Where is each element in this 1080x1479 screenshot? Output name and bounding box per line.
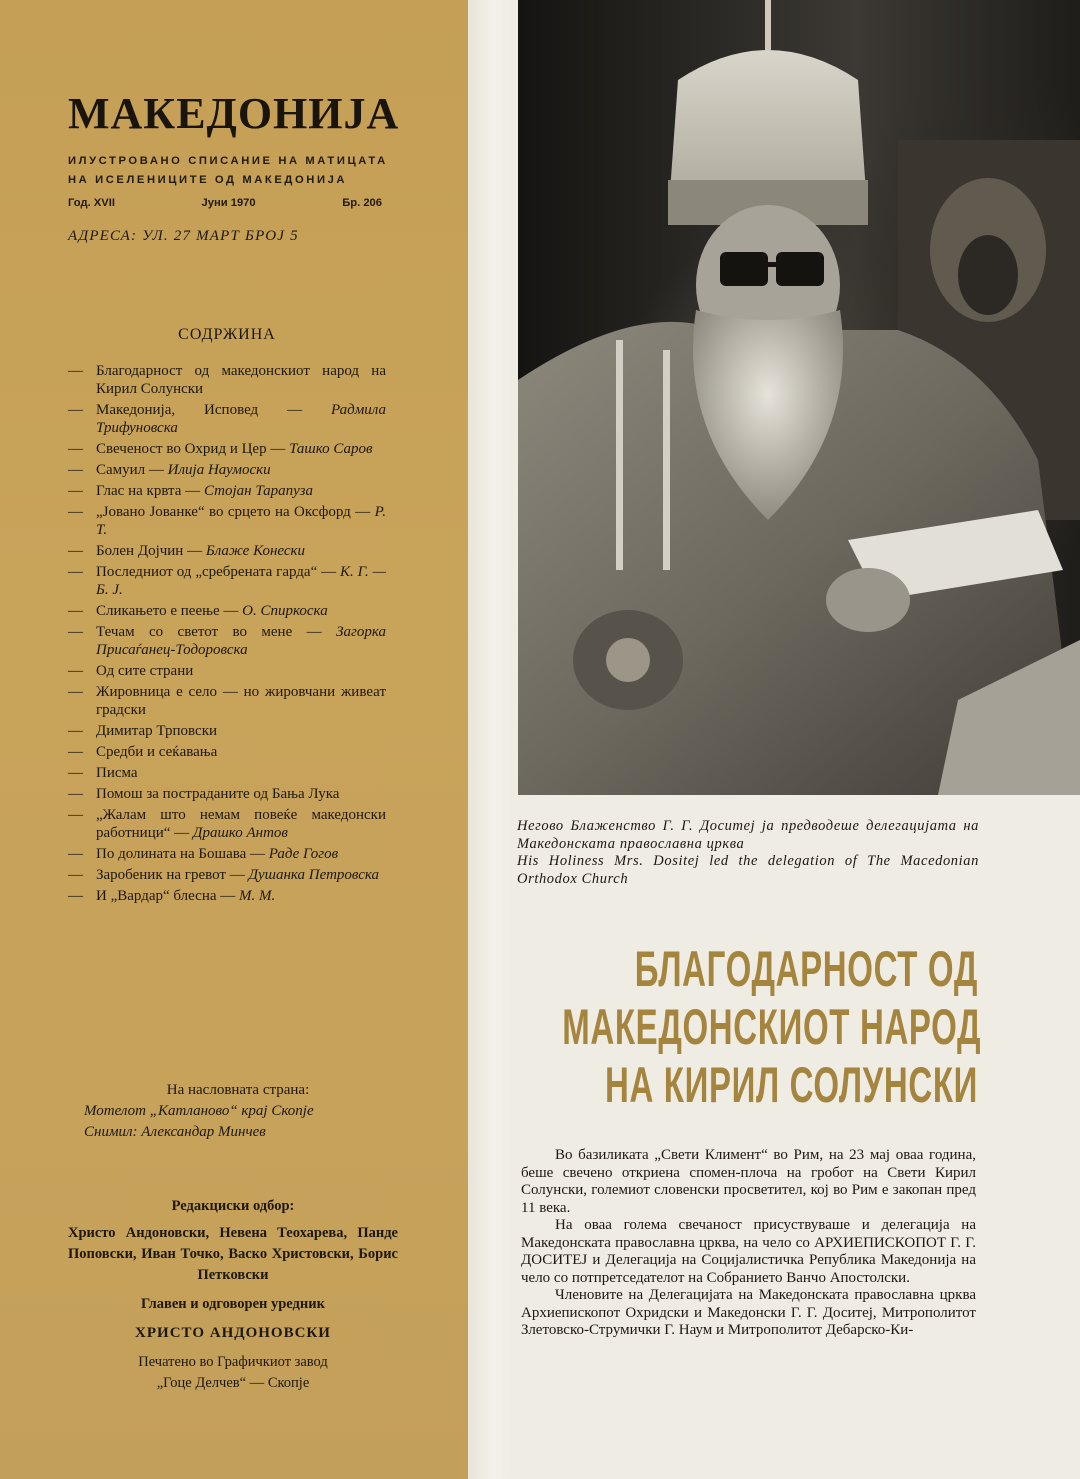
toc-author: Стојан Тарапуза bbox=[203, 483, 313, 499]
article-body bbox=[521, 1147, 976, 1340]
address: АДРЕСА: УЛ. 27 МАРТ БРОЈ 5 bbox=[68, 228, 299, 244]
toc-entry-text bbox=[96, 542, 386, 560]
toc-title: И „Вардар“ блесна — bbox=[96, 888, 236, 904]
toc-entry bbox=[68, 623, 386, 659]
caption-english: His Holiness Mrs. Dositej led the delegation of The Macedonian Orthodox Church bbox=[517, 853, 979, 887]
photo-illustration bbox=[518, 0, 1080, 795]
toc-title: Благодарност од македонскиот народ на Кирил Солунски bbox=[96, 363, 386, 397]
cover-line-1: Мотелот „Катланово“ крај Скопје bbox=[84, 1103, 314, 1119]
article-paragraph-1: Во базиликата „Свети Климент“ во Рим, на 23 мај оваа година, беше свечено откриена спомен-плоча на гробот на Свети Кирил Солунски, големиот словенски просветител, кој во Рим е закопан пред 11 века. bbox=[521, 1147, 976, 1216]
article-headline bbox=[562, 940, 982, 1114]
issue-year: Год. XVII bbox=[68, 197, 115, 209]
toc-entry bbox=[68, 503, 386, 539]
toc-title: Самуил — bbox=[96, 462, 164, 478]
printed-line-1: Печатено во Графичкиот завод bbox=[138, 1354, 328, 1370]
toc-entry bbox=[68, 806, 386, 842]
toc-dash: — bbox=[68, 483, 83, 499]
toc-title: По долината на Бошава — bbox=[96, 846, 266, 862]
editorial-board bbox=[68, 1196, 398, 1394]
toc-dash: — bbox=[68, 543, 83, 559]
toc-dash: — bbox=[68, 402, 83, 418]
page-gutter bbox=[468, 0, 513, 1479]
toc-entry-text bbox=[96, 503, 386, 539]
toc-title: Последниот од „сребрената гарда“ — bbox=[96, 564, 337, 580]
toc-author: Ташко Саров bbox=[289, 441, 373, 457]
toc-title: Помош за постраданите од Бања Лука bbox=[96, 786, 340, 802]
caption-macedonian: Негово Блаженство Г. Г. Доситеј ја предводеше делегацијата на Македонската православна црква bbox=[517, 818, 979, 852]
cover-note bbox=[68, 1080, 398, 1143]
photo-caption bbox=[517, 818, 979, 888]
toc-entry bbox=[68, 662, 386, 680]
toc-author: М. М. bbox=[239, 888, 276, 904]
toc-entry-text bbox=[96, 743, 386, 761]
toc-entry-text bbox=[96, 887, 386, 905]
toc-entry-text bbox=[96, 785, 386, 803]
toc-author: Р. Т. bbox=[96, 504, 387, 538]
toc-entry bbox=[68, 542, 386, 560]
cover-line-2: Снимил: Александар Минчев bbox=[84, 1124, 266, 1140]
toc-dash: — bbox=[68, 807, 83, 823]
toc-entry bbox=[68, 362, 386, 398]
toc-author: К. Г. — Б. Ј. bbox=[96, 564, 386, 598]
toc-dash: — bbox=[68, 441, 83, 457]
toc-title: Болен Дојчин — bbox=[96, 543, 203, 559]
issue-date: Јуни 1970 bbox=[201, 197, 256, 209]
toc-author: Душанка Петровска bbox=[248, 867, 380, 883]
toc-entry-text bbox=[96, 440, 386, 458]
article-paragraph-2: На оваа голема свечаност присуствуваше и делегација на Македонската православна црква, на чело со АРХИЕПИСКОПОТ Г. Г. ДОСИТЕЈ и Делегација на Социјалистичка Република Македонија на чело со потпретседателот на Собранието Ванчо Апостолски. bbox=[521, 1217, 976, 1286]
toc-entry-text bbox=[96, 722, 386, 740]
toc-title: „Јовано Јованке“ во срцето на Оксфорд — bbox=[96, 504, 371, 520]
toc-entry bbox=[68, 866, 386, 884]
toc-title: Жировница е село — но жировчани живеат градски bbox=[96, 684, 386, 718]
toc-title: Димитар Трповски bbox=[96, 723, 218, 739]
toc-entry-text bbox=[96, 623, 386, 659]
toc-title: Заробеник на гревот — bbox=[96, 867, 245, 883]
toc-entry bbox=[68, 764, 386, 782]
toc-entry bbox=[68, 461, 386, 479]
archbishop-photo bbox=[518, 0, 1080, 795]
toc-title: Писма bbox=[96, 765, 138, 781]
toc-author: О. Спиркоска bbox=[242, 603, 328, 619]
toc-entry bbox=[68, 482, 386, 500]
toc-dash: — bbox=[68, 363, 83, 379]
toc-dash: — bbox=[68, 786, 83, 802]
toc-entry-text bbox=[96, 764, 386, 782]
toc-entry bbox=[68, 683, 386, 719]
toc-title: Глас на крвта — bbox=[96, 483, 201, 499]
toc-title: Сликањето е пеење — bbox=[96, 603, 239, 619]
toc-entry-text bbox=[96, 683, 386, 719]
toc-entry bbox=[68, 440, 386, 458]
toc-entry-text bbox=[96, 806, 386, 842]
toc-entry-text bbox=[96, 482, 386, 500]
toc-dash: — bbox=[68, 564, 83, 580]
toc-entry bbox=[68, 563, 386, 599]
toc-title: „Жалам што немам повеќе македонски работници“ — bbox=[96, 807, 386, 841]
board-members: Христо Андоновски, Невена Теохарева, Панде Поповски, Иван Точко, Васко Христовски, Борис Петковски bbox=[68, 1225, 398, 1283]
toc-entry-text bbox=[96, 362, 386, 398]
headline-line-1: БЛАГОДАРНОСТ ОД bbox=[634, 941, 978, 997]
headline-line-2: МАКЕДОНСКИОТ НАРОД bbox=[562, 999, 982, 1055]
toc-author: Радмила Трифуновска bbox=[96, 402, 386, 436]
toc-entry bbox=[68, 887, 386, 905]
toc-dash: — bbox=[68, 663, 83, 679]
printed-line-2: „Гоце Делчев“ — Скопје bbox=[156, 1375, 310, 1391]
toc-dash: — bbox=[68, 603, 83, 619]
toc-dash: — bbox=[68, 888, 83, 904]
issue-info bbox=[68, 197, 382, 209]
magazine-title: МАКЕДОНИЈА bbox=[68, 89, 400, 138]
editor-heading: Главен и одговорен уредник bbox=[141, 1296, 325, 1312]
cover-heading: На насловната страна: bbox=[166, 1082, 310, 1098]
toc-entry-text bbox=[96, 845, 386, 863]
board-heading: Редакциски одбор: bbox=[171, 1198, 295, 1214]
toc-entry bbox=[68, 602, 386, 620]
toc-entry-text bbox=[96, 563, 386, 599]
toc-dash: — bbox=[68, 765, 83, 781]
toc-title: Свеченост во Охрид и Цер — bbox=[96, 441, 286, 457]
toc-entry bbox=[68, 743, 386, 761]
toc-heading: СОДРЖИНА bbox=[178, 326, 276, 343]
issue-number: Бр. 206 bbox=[342, 197, 382, 209]
editor-name: ХРИСТО АНДОНОВСКИ bbox=[135, 1325, 331, 1341]
toc-entry bbox=[68, 722, 386, 740]
subtitle-line-2: НА ИСЕЛЕНИЦИТЕ ОД МАКЕДОНИЈА bbox=[68, 174, 348, 186]
toc-dash: — bbox=[68, 723, 83, 739]
toc-title: Течам со светот во мене — bbox=[96, 624, 322, 640]
toc-author: Драшко Антов bbox=[192, 825, 288, 841]
toc-title: Средби и сеќавања bbox=[96, 744, 218, 760]
toc-entry bbox=[68, 845, 386, 863]
toc-entry bbox=[68, 785, 386, 803]
toc-dash: — bbox=[68, 744, 83, 760]
toc-title: Македонија, Исповед — bbox=[96, 402, 303, 418]
toc-author: Раде Гогов bbox=[268, 846, 339, 862]
toc-author: Илија Наумоски bbox=[167, 462, 271, 478]
headline-line-3: НА КИРИЛ СОЛУНСКИ bbox=[604, 1057, 978, 1113]
toc-entry bbox=[68, 401, 386, 437]
toc-entry-text bbox=[96, 401, 386, 437]
toc-entry-text bbox=[96, 461, 386, 479]
toc-entry-text bbox=[96, 662, 386, 680]
toc-author: Загорка Присаѓанец-Тодоровска bbox=[96, 624, 386, 658]
table-of-contents bbox=[68, 362, 386, 908]
article-paragraph-3: Членовите на Делегацијата на Македонската православна црква Архиепископот Охридски и Македонски Г. Г. Доситеј, Митрополитот Злетовско-Струмички Г. Наум и Митрополитот Дебарско-Ки- bbox=[521, 1287, 976, 1338]
toc-entry-text bbox=[96, 602, 386, 620]
toc-dash: — bbox=[68, 846, 83, 862]
toc-author: Блаже Конески bbox=[205, 543, 306, 559]
subtitle-line-1: ИЛУСТРОВАНО СПИСАНИЕ НА МАТИЦАТА bbox=[68, 155, 388, 167]
toc-dash: — bbox=[68, 462, 83, 478]
toc-dash: — bbox=[68, 504, 83, 520]
toc-dash: — bbox=[68, 624, 83, 640]
toc-entry-text bbox=[96, 866, 386, 884]
toc-dash: — bbox=[68, 684, 83, 700]
toc-title: Од сите страни bbox=[96, 663, 194, 679]
toc-dash: — bbox=[68, 867, 83, 883]
